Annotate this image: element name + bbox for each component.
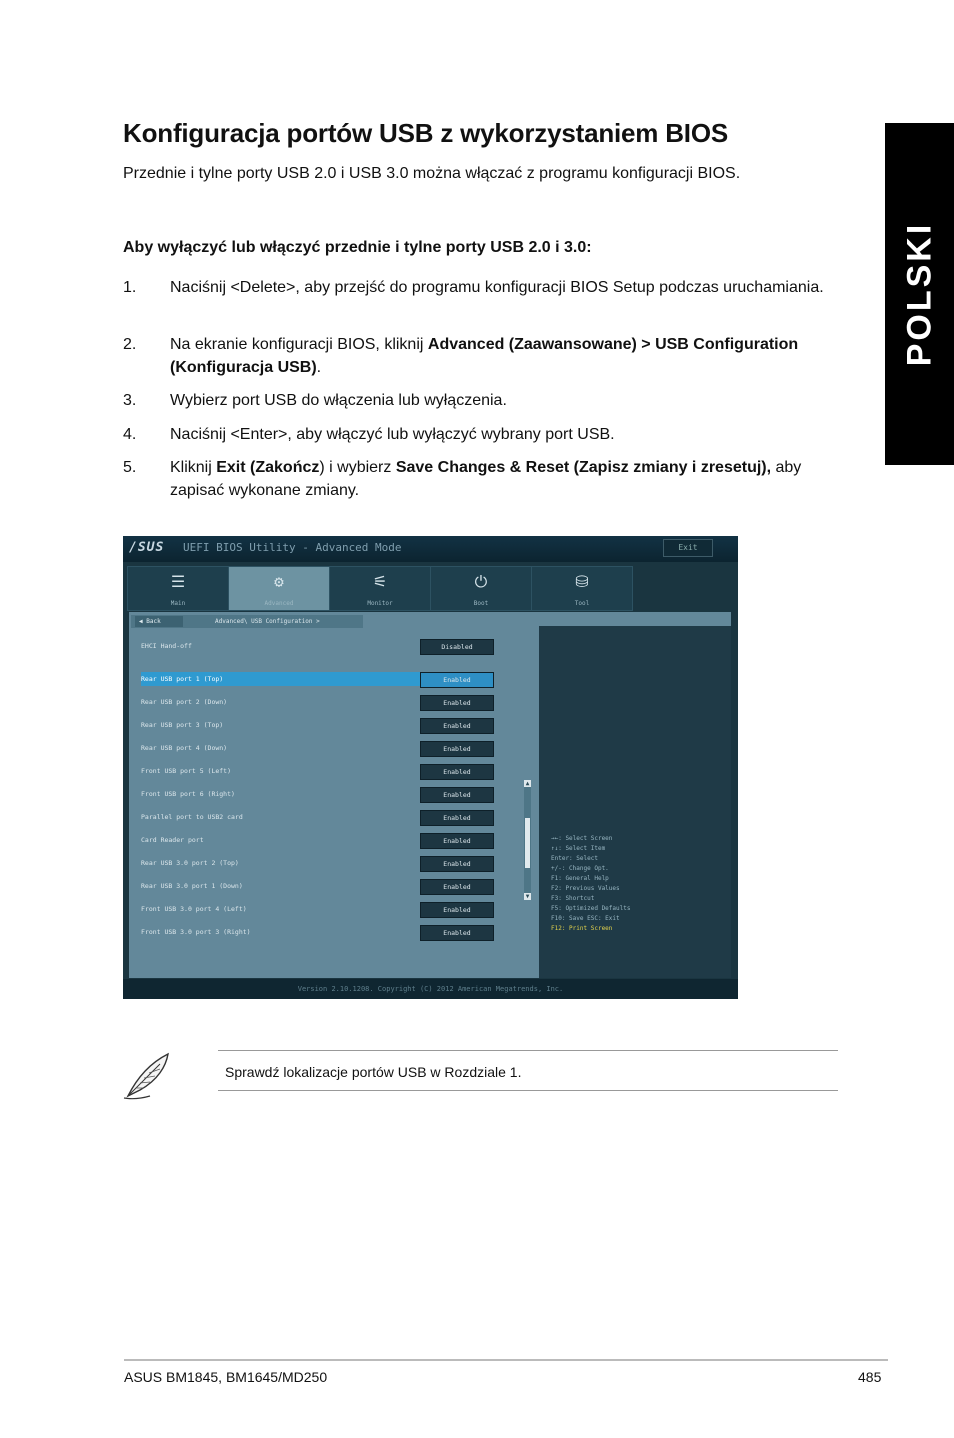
setting-value[interactable]: Enabled <box>420 695 494 711</box>
tab-monitor[interactable] <box>329 566 431 611</box>
tab-label: Main <box>170 600 186 607</box>
setting-label[interactable]: Rear USB port 2 (Down) <box>141 698 228 706</box>
step-text-part: . <box>316 359 322 376</box>
setting-value[interactable]: Disabled <box>420 639 494 655</box>
setting-label[interactable]: Card Reader port <box>141 836 204 844</box>
step-number: 5. <box>123 459 137 476</box>
setting-value[interactable]: Enabled <box>420 879 494 895</box>
step-number: 1. <box>123 279 137 296</box>
setting-label[interactable]: Rear USB port 1 (Top) <box>141 672 421 686</box>
tool-icon: ⛁ <box>575 572 589 591</box>
steps-heading: Aby wyłączyć lub włączyć przednie i tylne porty USB 2.0 i 3.0: <box>123 239 592 256</box>
setting-value[interactable]: Enabled <box>420 787 494 803</box>
help-line: F2: Previous Values <box>551 885 620 892</box>
setting-label[interactable]: Rear USB port 3 (Top) <box>141 721 224 729</box>
breadcrumb <box>131 615 363 628</box>
help-line: F5: Optimized Defaults <box>551 905 631 912</box>
setting-label[interactable]: Parallel port to USB2 card <box>141 813 243 821</box>
step-number: 2. <box>123 336 137 353</box>
setting-value[interactable]: Enabled <box>420 741 494 757</box>
setting-value[interactable]: Enabled <box>420 925 494 941</box>
note-feather-icon <box>122 1050 174 1100</box>
setting-value[interactable]: Enabled <box>420 672 494 688</box>
step-text-part: aby zapisać wykonane zmiany. <box>170 459 802 499</box>
step-text-part: ) i wybierz <box>319 459 396 476</box>
intro-text: Przednie i tylne porty USB 2.0 i USB 3.0 można włączać z programu konfiguracji BIOS. <box>123 165 741 182</box>
step-number: 3. <box>123 392 137 409</box>
tab-boot[interactable] <box>430 566 532 611</box>
help-panel <box>539 626 731 978</box>
step-text-bold: Exit (Zakończ <box>216 459 320 476</box>
note-text: Sprawdź lokalizacje portów USB w Rozdziale 1. <box>225 1064 522 1080</box>
footer-model: ASUS BM1845, BM1645/MD250 <box>124 1369 328 1385</box>
tab-label: Advanced <box>264 600 294 607</box>
step-text-part: Na ekranie konfiguracji BIOS, kliknij <box>170 336 428 353</box>
help-line: Enter: Select <box>551 855 598 862</box>
back-label: Back <box>146 618 161 625</box>
step-text <box>170 333 830 379</box>
setting-label[interactable]: Rear USB port 4 (Down) <box>141 744 228 752</box>
help-line: F10: Save ESC: Exit <box>551 915 620 922</box>
help-line: F3: Shortcut <box>551 895 595 902</box>
scroll-up-icon[interactable]: ▲ <box>525 780 530 787</box>
setting-value[interactable]: Enabled <box>420 718 494 734</box>
bios-tabs <box>127 566 733 610</box>
bios-footer: Version 2.10.1208. Copyright (C) 2012 American Megatrends, Inc. <box>123 979 738 999</box>
asus-logo: /SUS <box>129 540 165 555</box>
step-text-bold: Advanced (Zaawansowane) > USB Configuration (Konfiguracja USB) <box>170 336 799 376</box>
setting-label[interactable]: Rear USB 3.0 port 2 (Top) <box>141 859 239 867</box>
tab-label: Monitor <box>367 600 393 607</box>
tab-label: Tool <box>574 600 590 607</box>
bios-title: UEFI BIOS Utility - Advanced Mode <box>183 541 402 554</box>
scrollbar[interactable] <box>524 780 531 900</box>
setting-value[interactable]: Enabled <box>420 810 494 826</box>
step-text: Naciśnij <Delete>, aby przejść do programu konfiguracji BIOS Setup podczas uruchamiania. <box>170 279 824 296</box>
tab-advanced[interactable] <box>228 566 330 611</box>
help-line: +/-: Change Opt. <box>551 865 609 872</box>
breadcrumb-text: Advanced\ USB Configuration > <box>215 618 320 625</box>
setting-value[interactable]: Enabled <box>420 856 494 872</box>
help-line: ↑↓: Select Item <box>551 845 606 852</box>
help-line-highlight: F12: Print Screen <box>551 925 613 932</box>
power-icon: ⏻ <box>474 572 488 591</box>
setting-value[interactable]: Enabled <box>420 902 494 918</box>
tab-tool[interactable] <box>531 566 633 611</box>
step-text: Wybierz port USB do włączenia lub wyłączenia. <box>170 392 507 409</box>
tab-label: Boot <box>473 600 489 607</box>
language-side-tab <box>885 123 954 465</box>
setting-value[interactable]: Enabled <box>420 764 494 780</box>
footer-divider <box>124 1359 888 1361</box>
help-keys <box>551 834 721 934</box>
scrollbar-thumb[interactable] <box>525 818 530 868</box>
page-title: Konfiguracja portów USB z wykorzystaniem BIOS <box>123 118 728 148</box>
back-button[interactable]: ◀ Back <box>135 616 183 627</box>
note-divider-bottom <box>218 1090 838 1091</box>
bios-exit-button[interactable]: Exit <box>663 539 713 557</box>
note-divider-top <box>218 1050 838 1051</box>
advanced-icon: ⚙ <box>274 572 284 591</box>
bios-screenshot <box>123 536 738 999</box>
setting-label[interactable]: EHCI Hand-off <box>141 642 192 650</box>
setting-value[interactable]: Enabled <box>420 833 494 849</box>
help-line: F1: General Help <box>551 875 609 882</box>
setting-label[interactable]: Front USB port 6 (Right) <box>141 790 235 798</box>
bios-main-panel <box>129 612 731 978</box>
step-text-part: Kliknij <box>170 459 217 476</box>
help-line: →←: Select Screen <box>551 835 613 842</box>
tab-main[interactable] <box>127 566 229 611</box>
setting-label[interactable]: Rear USB 3.0 port 1 (Down) <box>141 882 243 890</box>
step-text: Naciśnij <Enter>, aby włączyć lub wyłączyć wybrany port USB. <box>170 426 615 443</box>
bios-title-bar <box>123 536 738 562</box>
setting-label[interactable]: Front USB 3.0 port 4 (Left) <box>141 905 247 913</box>
setting-label[interactable]: Front USB 3.0 port 3 (Right) <box>141 928 251 936</box>
main-icon: ☰ <box>170 572 186 591</box>
page-number: 485 <box>858 1369 882 1385</box>
scroll-down-icon[interactable]: ▼ <box>525 893 530 900</box>
setting-label[interactable]: Front USB port 5 (Left) <box>141 767 232 775</box>
monitor-icon: ⚟ <box>372 572 388 591</box>
step-text-bold: Save Changes & Reset (Zapisz zmiany i zresetuj), <box>395 459 772 476</box>
step-text <box>170 456 830 502</box>
language-label: POLSKI <box>900 221 938 367</box>
step-number: 4. <box>123 426 137 443</box>
